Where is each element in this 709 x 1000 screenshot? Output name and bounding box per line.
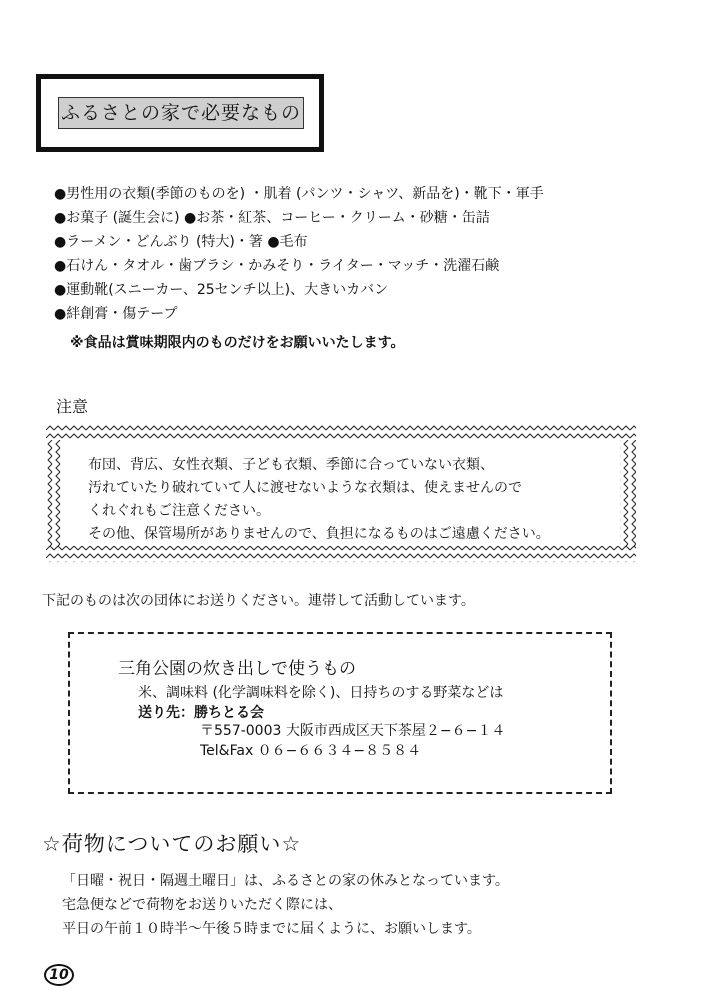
send-note: 下記のものは次の団体にお送りください。連帯して活動しています。 bbox=[42, 593, 475, 609]
list-item: ●石けん・タオル・歯ブラシ・かみそり・ライター・マッチ・洗濯石鹸 bbox=[54, 258, 500, 274]
partner-items: 米、調味料 (化学調味料を除く)、日持ちのする野菜などは bbox=[138, 685, 504, 701]
parcel-line: 平日の午前１０時半〜午後５時までに届くように、お願いします。 bbox=[62, 921, 481, 937]
partner-send-to: 送り先：勝ちとる会 bbox=[138, 705, 264, 721]
parcel-line: 「日曜・祝日・隔週土曜日」は、ふるさとの家の休みとなっています。 bbox=[62, 873, 509, 889]
caution-line: くれぐれもご注意ください。 bbox=[88, 503, 270, 519]
caution-label: 注意 bbox=[56, 397, 89, 416]
list-item: ●絆創膏・傷テープ bbox=[54, 306, 178, 322]
caution-line: 布団、背広、女性衣類、子ども衣類、季節に合っていない衣類、 bbox=[88, 457, 494, 473]
page-number: 10 bbox=[44, 964, 74, 986]
list-item: ●運動靴(スニーカー、25センチ以上)、大きいカバン bbox=[54, 282, 389, 298]
partner-tel: Tel&Fax ０６−６６３４−８５８４ bbox=[200, 743, 422, 759]
caution-line: 汚れていたり破れていて人に渡せないような衣類は、使えませんので bbox=[88, 480, 522, 496]
caution-text bbox=[88, 454, 550, 546]
list-item: ●男性用の衣類(季節のものを) ・肌着 (パンツ・シャツ、新品を)・靴下・軍手 bbox=[54, 186, 544, 202]
list-item: ●ラーメン・どんぶり (特大)・箸 ●毛布 bbox=[54, 234, 308, 250]
page-title: ふるさとの家で必要なもの bbox=[58, 97, 304, 129]
parcel-line: 宅急便などで荷物をお送りいただく際には、 bbox=[62, 897, 342, 913]
partner-address: 〒557-0003 大阪市西成区天下茶屋２−６−１４ bbox=[200, 723, 506, 739]
title-box bbox=[36, 74, 324, 152]
needed-items-list bbox=[54, 183, 654, 327]
food-note: ※食品は賞味期限内のものだけをお願いいたします。 bbox=[70, 335, 405, 351]
parcel-heading: ☆荷物についてのお願い☆ bbox=[42, 832, 302, 856]
caution-line: その他、保管場所がありませんので、負担になるものはご遠慮ください。 bbox=[88, 526, 550, 542]
partner-heading: 三角公園の炊き出しで使うもの bbox=[118, 659, 356, 679]
list-item: ●お菓子 (誕生会に) ●お茶・紅茶、コーヒー・クリーム・砂糖・缶詰 bbox=[54, 210, 490, 226]
